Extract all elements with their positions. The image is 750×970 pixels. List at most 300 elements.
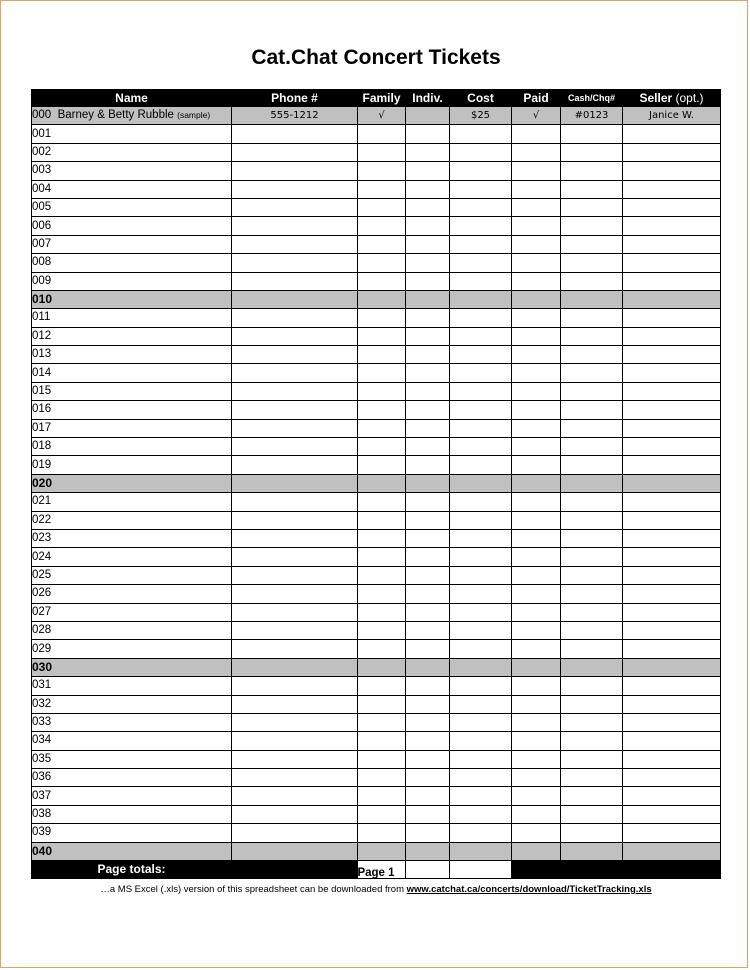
cost-cell[interactable] [450, 198, 512, 216]
phone-cell[interactable] [232, 732, 358, 750]
cash-cell[interactable] [561, 713, 623, 731]
family-cell[interactable] [358, 419, 406, 437]
seller-cell[interactable] [623, 732, 721, 750]
paid-cell[interactable] [512, 769, 561, 787]
row-number-cell[interactable]: 024 [32, 548, 232, 566]
cost-cell[interactable] [450, 750, 512, 768]
phone-cell[interactable] [232, 456, 358, 474]
row-number-cell[interactable]: 018 [32, 438, 232, 456]
phone-cell[interactable] [232, 162, 358, 180]
family-cell[interactable] [358, 621, 406, 639]
indiv-cell[interactable] [406, 474, 450, 492]
cash-cell[interactable] [561, 327, 623, 345]
cost-cell[interactable] [450, 769, 512, 787]
indiv-cell[interactable] [406, 327, 450, 345]
family-cell[interactable] [358, 235, 406, 253]
seller-cell[interactable] [623, 401, 721, 419]
family-cell[interactable] [358, 805, 406, 823]
cash-cell[interactable] [561, 493, 623, 511]
seller-cell[interactable] [623, 456, 721, 474]
row-number-cell[interactable]: 034 [32, 732, 232, 750]
seller-cell[interactable] [623, 419, 721, 437]
phone-cell[interactable] [232, 438, 358, 456]
cost-cell[interactable] [450, 640, 512, 658]
cash-cell[interactable] [561, 640, 623, 658]
seller-cell[interactable] [623, 658, 721, 676]
cash-cell[interactable] [561, 750, 623, 768]
paid-cell[interactable] [512, 235, 561, 253]
cost-cell[interactable] [450, 419, 512, 437]
indiv-cell[interactable] [406, 805, 450, 823]
seller-cell[interactable] [623, 198, 721, 216]
seller-cell[interactable] [623, 805, 721, 823]
indiv-cell[interactable] [406, 677, 450, 695]
indiv-cell[interactable] [406, 162, 450, 180]
row-number-cell[interactable]: 015 [32, 382, 232, 400]
row-number-cell[interactable]: 021 [32, 493, 232, 511]
cash-cell[interactable] [561, 254, 623, 272]
row-number-cell[interactable]: 022 [32, 511, 232, 529]
cash-cell[interactable] [561, 621, 623, 639]
paid-cell[interactable] [512, 456, 561, 474]
paid-cell[interactable] [512, 382, 561, 400]
cost-cell[interactable] [450, 309, 512, 327]
row-number-cell[interactable]: 030 [32, 658, 232, 676]
seller-cell[interactable] [623, 217, 721, 235]
cash-cell[interactable] [561, 346, 623, 364]
seller-cell[interactable] [623, 842, 721, 860]
cash-cell[interactable] [561, 732, 623, 750]
family-cell[interactable] [358, 125, 406, 143]
indiv-cell[interactable] [406, 419, 450, 437]
paid-cell[interactable] [512, 695, 561, 713]
row-number-cell[interactable]: 010 [32, 290, 232, 308]
indiv-cell[interactable] [406, 217, 450, 235]
cash-cell[interactable] [561, 677, 623, 695]
paid-cell[interactable] [512, 511, 561, 529]
paid-cell[interactable] [512, 125, 561, 143]
phone-cell[interactable] [232, 272, 358, 290]
seller-cell[interactable] [623, 364, 721, 382]
indiv-cell[interactable] [406, 346, 450, 364]
cost-cell[interactable] [450, 327, 512, 345]
phone-cell[interactable] [232, 548, 358, 566]
paid-cell[interactable] [512, 732, 561, 750]
paid-cell[interactable] [512, 309, 561, 327]
indiv-cell[interactable] [406, 309, 450, 327]
paid-cell[interactable] [512, 493, 561, 511]
phone-cell[interactable] [232, 346, 358, 364]
phone-cell[interactable] [232, 603, 358, 621]
phone-cell[interactable] [232, 327, 358, 345]
cash-cell[interactable] [561, 585, 623, 603]
paid-cell[interactable] [512, 272, 561, 290]
family-cell[interactable] [358, 401, 406, 419]
phone-cell[interactable] [232, 824, 358, 842]
indiv-cell[interactable] [406, 235, 450, 253]
phone-cell[interactable] [232, 364, 358, 382]
paid-cell[interactable] [512, 713, 561, 731]
cash-cell[interactable] [561, 824, 623, 842]
cash-cell[interactable] [561, 566, 623, 584]
paid-cell[interactable] [512, 401, 561, 419]
phone-cell[interactable] [232, 511, 358, 529]
phone-cell[interactable] [232, 787, 358, 805]
cash-cell[interactable] [561, 438, 623, 456]
indiv-cell[interactable] [406, 621, 450, 639]
row-number-cell[interactable]: 016 [32, 401, 232, 419]
indiv-cell[interactable] [406, 382, 450, 400]
indiv-cell[interactable] [406, 198, 450, 216]
paid-cell[interactable] [512, 640, 561, 658]
cost-cell[interactable] [450, 695, 512, 713]
row-number-cell[interactable]: 002 [32, 143, 232, 161]
phone-cell[interactable] [232, 769, 358, 787]
seller-cell[interactable] [623, 272, 721, 290]
cash-cell[interactable] [561, 603, 623, 621]
cost-cell[interactable] [450, 493, 512, 511]
seller-cell[interactable] [623, 787, 721, 805]
indiv-cell[interactable] [406, 750, 450, 768]
cost-cell[interactable] [450, 180, 512, 198]
row-number-cell[interactable]: 040 [32, 842, 232, 860]
seller-cell[interactable] [623, 162, 721, 180]
indiv-cell[interactable] [406, 272, 450, 290]
paid-cell[interactable] [512, 217, 561, 235]
indiv-cell[interactable] [406, 603, 450, 621]
cash-cell[interactable] [561, 235, 623, 253]
paid-cell[interactable] [512, 364, 561, 382]
row-number-cell[interactable]: 009 [32, 272, 232, 290]
family-cell[interactable] [358, 824, 406, 842]
cash-cell[interactable] [561, 769, 623, 787]
paid-cell[interactable] [512, 438, 561, 456]
indiv-cell[interactable] [406, 364, 450, 382]
family-cell[interactable] [358, 842, 406, 860]
cost-cell[interactable] [450, 529, 512, 547]
cash-cell[interactable] [561, 272, 623, 290]
phone-cell[interactable] [232, 677, 358, 695]
phone-cell[interactable] [232, 805, 358, 823]
row-number-cell[interactable]: 033 [32, 713, 232, 731]
cash-cell[interactable] [561, 364, 623, 382]
row-number-cell[interactable]: 011 [32, 309, 232, 327]
family-cell[interactable] [358, 769, 406, 787]
family-cell[interactable] [358, 438, 406, 456]
row-number-cell[interactable]: 005 [32, 198, 232, 216]
family-cell[interactable] [358, 640, 406, 658]
paid-cell[interactable] [512, 750, 561, 768]
cash-cell[interactable] [561, 805, 623, 823]
phone-cell[interactable] [232, 474, 358, 492]
row-number-cell[interactable]: 031 [32, 677, 232, 695]
seller-cell[interactable] [623, 621, 721, 639]
phone-cell[interactable] [232, 750, 358, 768]
phone-cell[interactable] [232, 566, 358, 584]
row-number-cell[interactable]: 012 [32, 327, 232, 345]
phone-cell[interactable] [232, 382, 358, 400]
paid-cell[interactable] [512, 198, 561, 216]
cost-cell[interactable] [450, 162, 512, 180]
paid-cell[interactable] [512, 585, 561, 603]
phone-cell[interactable] [232, 198, 358, 216]
paid-cell[interactable] [512, 529, 561, 547]
indiv-cell[interactable] [406, 566, 450, 584]
phone-cell[interactable] [232, 842, 358, 860]
seller-cell[interactable] [623, 640, 721, 658]
cash-cell[interactable] [561, 125, 623, 143]
cost-cell[interactable] [450, 658, 512, 676]
family-cell[interactable] [358, 382, 406, 400]
cost-cell[interactable] [450, 713, 512, 731]
phone-cell[interactable] [232, 493, 358, 511]
cost-cell[interactable] [450, 438, 512, 456]
cash-cell[interactable] [561, 198, 623, 216]
cost-cell[interactable] [450, 732, 512, 750]
cost-cell[interactable] [450, 235, 512, 253]
cash-cell[interactable] [561, 511, 623, 529]
cost-cell[interactable] [450, 382, 512, 400]
phone-cell[interactable] [232, 290, 358, 308]
cash-cell[interactable] [561, 658, 623, 676]
cost-cell[interactable] [450, 548, 512, 566]
seller-cell[interactable] [623, 438, 721, 456]
cash-cell[interactable] [561, 290, 623, 308]
cash-cell[interactable] [561, 529, 623, 547]
paid-cell[interactable] [512, 327, 561, 345]
phone-cell[interactable] [232, 125, 358, 143]
family-cell[interactable] [358, 272, 406, 290]
seller-cell[interactable] [623, 695, 721, 713]
seller-cell[interactable] [623, 824, 721, 842]
row-number-cell[interactable]: 028 [32, 621, 232, 639]
cash-cell[interactable] [561, 309, 623, 327]
cost-cell[interactable] [450, 217, 512, 235]
indiv-cell[interactable] [406, 658, 450, 676]
cash-cell[interactable] [561, 382, 623, 400]
family-cell[interactable] [358, 787, 406, 805]
phone-cell[interactable] [232, 309, 358, 327]
family-cell[interactable] [358, 658, 406, 676]
phone-cell[interactable] [232, 640, 358, 658]
row-number-cell[interactable]: 037 [32, 787, 232, 805]
cash-cell[interactable] [561, 695, 623, 713]
cost-cell[interactable] [450, 842, 512, 860]
family-cell[interactable] [358, 364, 406, 382]
row-number-cell[interactable]: 017 [32, 419, 232, 437]
paid-cell[interactable] [512, 548, 561, 566]
row-number-cell[interactable]: 027 [32, 603, 232, 621]
paid-cell[interactable] [512, 162, 561, 180]
seller-cell[interactable] [623, 511, 721, 529]
seller-cell[interactable] [623, 143, 721, 161]
indiv-cell[interactable] [406, 695, 450, 713]
row-number-cell[interactable]: 029 [32, 640, 232, 658]
family-cell[interactable] [358, 511, 406, 529]
row-number-cell[interactable]: 035 [32, 750, 232, 768]
seller-cell[interactable] [623, 327, 721, 345]
row-number-cell[interactable]: 007 [32, 235, 232, 253]
paid-cell[interactable] [512, 824, 561, 842]
family-cell[interactable] [358, 603, 406, 621]
cash-cell[interactable] [561, 842, 623, 860]
paid-cell[interactable] [512, 346, 561, 364]
paid-cell[interactable] [512, 566, 561, 584]
family-cell[interactable] [358, 493, 406, 511]
family-cell[interactable] [358, 309, 406, 327]
cash-cell[interactable] [561, 143, 623, 161]
paid-cell[interactable] [512, 603, 561, 621]
indiv-cell[interactable] [406, 640, 450, 658]
paid-cell[interactable] [512, 658, 561, 676]
family-cell[interactable] [358, 474, 406, 492]
cost-cell[interactable] [450, 254, 512, 272]
indiv-cell[interactable] [406, 713, 450, 731]
family-cell[interactable] [358, 143, 406, 161]
cost-cell[interactable] [450, 621, 512, 639]
paid-cell[interactable] [512, 677, 561, 695]
family-cell[interactable] [358, 677, 406, 695]
phone-cell[interactable] [232, 658, 358, 676]
paid-cell[interactable] [512, 621, 561, 639]
cost-cell[interactable] [450, 474, 512, 492]
family-cell[interactable] [358, 217, 406, 235]
indiv-cell[interactable] [406, 143, 450, 161]
paid-cell[interactable] [512, 180, 561, 198]
paid-cell[interactable] [512, 474, 561, 492]
seller-cell[interactable] [623, 235, 721, 253]
phone-cell[interactable] [232, 419, 358, 437]
cost-cell[interactable] [450, 125, 512, 143]
row-number-cell[interactable]: 020 [32, 474, 232, 492]
indiv-cell[interactable] [406, 493, 450, 511]
seller-cell[interactable] [623, 382, 721, 400]
cost-cell[interactable] [450, 677, 512, 695]
family-cell[interactable] [358, 198, 406, 216]
seller-cell[interactable] [623, 493, 721, 511]
family-cell[interactable] [358, 327, 406, 345]
row-number-cell[interactable]: 026 [32, 585, 232, 603]
cash-cell[interactable] [561, 180, 623, 198]
phone-cell[interactable] [232, 529, 358, 547]
indiv-cell[interactable] [406, 511, 450, 529]
paid-cell[interactable] [512, 787, 561, 805]
family-cell[interactable] [358, 254, 406, 272]
seller-cell[interactable] [623, 548, 721, 566]
cost-cell[interactable] [450, 346, 512, 364]
family-cell[interactable] [358, 566, 406, 584]
cost-cell[interactable] [450, 272, 512, 290]
indiv-cell[interactable] [406, 290, 450, 308]
phone-cell[interactable] [232, 235, 358, 253]
seller-cell[interactable] [623, 125, 721, 143]
phone-cell[interactable] [232, 143, 358, 161]
row-number-cell[interactable]: 003 [32, 162, 232, 180]
row-number-cell[interactable]: 023 [32, 529, 232, 547]
seller-cell[interactable] [623, 677, 721, 695]
seller-cell[interactable] [623, 566, 721, 584]
family-cell[interactable] [358, 346, 406, 364]
indiv-cell[interactable] [406, 732, 450, 750]
seller-cell[interactable] [623, 474, 721, 492]
indiv-cell[interactable] [406, 824, 450, 842]
cost-cell[interactable] [450, 401, 512, 419]
cost-cell[interactable] [450, 511, 512, 529]
family-cell[interactable] [358, 290, 406, 308]
phone-cell[interactable] [232, 713, 358, 731]
cost-cell[interactable] [450, 290, 512, 308]
seller-cell[interactable] [623, 309, 721, 327]
indiv-cell[interactable] [406, 125, 450, 143]
family-cell[interactable] [358, 180, 406, 198]
family-cell[interactable] [358, 585, 406, 603]
family-cell[interactable] [358, 162, 406, 180]
row-number-cell[interactable]: 019 [32, 456, 232, 474]
row-number-cell[interactable]: 039 [32, 824, 232, 842]
indiv-cell[interactable] [406, 456, 450, 474]
cost-cell[interactable] [450, 585, 512, 603]
row-number-cell[interactable]: 025 [32, 566, 232, 584]
row-number-cell[interactable]: 006 [32, 217, 232, 235]
indiv-cell[interactable] [406, 787, 450, 805]
family-cell[interactable] [358, 548, 406, 566]
cost-cell[interactable] [450, 603, 512, 621]
cost-cell[interactable] [450, 824, 512, 842]
family-cell[interactable] [358, 732, 406, 750]
row-number-cell[interactable]: 008 [32, 254, 232, 272]
cash-cell[interactable] [561, 162, 623, 180]
cost-cell[interactable] [450, 787, 512, 805]
phone-cell[interactable] [232, 401, 358, 419]
cash-cell[interactable] [561, 217, 623, 235]
family-cell[interactable] [358, 713, 406, 731]
phone-cell[interactable] [232, 621, 358, 639]
indiv-cell[interactable] [406, 254, 450, 272]
cost-cell[interactable] [450, 143, 512, 161]
seller-cell[interactable] [623, 180, 721, 198]
paid-cell[interactable] [512, 290, 561, 308]
cost-cell[interactable] [450, 805, 512, 823]
row-number-cell[interactable]: 038 [32, 805, 232, 823]
paid-cell[interactable] [512, 254, 561, 272]
indiv-cell[interactable] [406, 548, 450, 566]
indiv-cell[interactable] [406, 842, 450, 860]
seller-cell[interactable] [623, 254, 721, 272]
seller-cell[interactable] [623, 290, 721, 308]
row-number-cell[interactable]: 013 [32, 346, 232, 364]
download-link[interactable]: www.catchat.ca/concerts/download/TicketTracking.xls [406, 884, 652, 895]
indiv-cell[interactable] [406, 401, 450, 419]
family-cell[interactable] [358, 695, 406, 713]
phone-cell[interactable] [232, 585, 358, 603]
seller-cell[interactable] [623, 346, 721, 364]
seller-cell[interactable] [623, 603, 721, 621]
indiv-cell[interactable] [406, 180, 450, 198]
cash-cell[interactable] [561, 787, 623, 805]
row-number-cell[interactable]: 004 [32, 180, 232, 198]
paid-cell[interactable] [512, 143, 561, 161]
cash-cell[interactable] [561, 456, 623, 474]
seller-cell[interactable] [623, 713, 721, 731]
seller-cell[interactable] [623, 529, 721, 547]
cost-cell[interactable] [450, 566, 512, 584]
paid-cell[interactable] [512, 805, 561, 823]
paid-cell[interactable] [512, 419, 561, 437]
indiv-cell[interactable] [406, 585, 450, 603]
seller-cell[interactable] [623, 769, 721, 787]
phone-cell[interactable] [232, 695, 358, 713]
phone-cell[interactable] [232, 254, 358, 272]
